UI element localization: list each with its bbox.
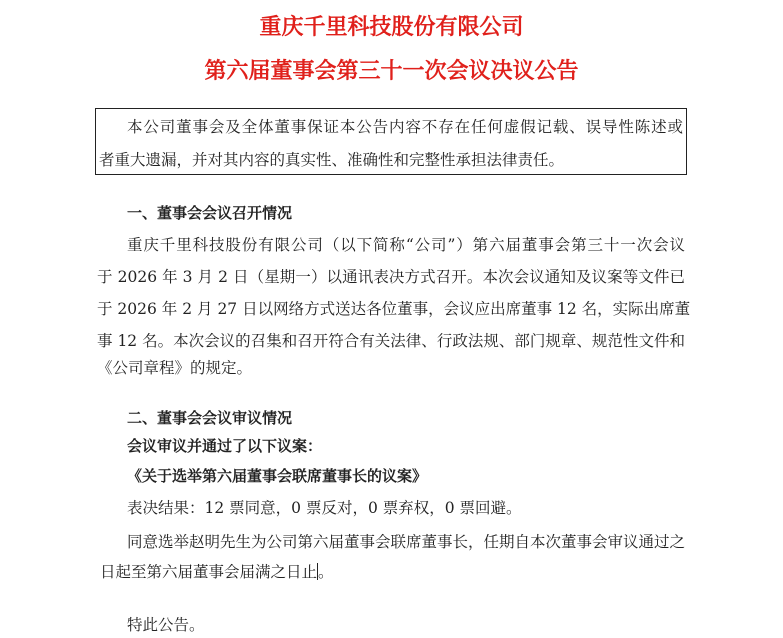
paragraph-text: 日起至第六届董事会届满之日止 [100,563,318,581]
paragraph-line: 事 12 名。本次会议的召集和召开符合有关法律、行政法规、部门规章、规范性文件和 [97,332,685,350]
vote-result: 表决结果：12 票同意，0 票反对，0 票弃权，0 票回避。 [127,499,522,517]
paragraph-line[interactable] [100,562,334,582]
paragraph-line: 《公司章程》的规定。 [97,359,253,377]
company-name: 重庆千里科技股份有限公司 [259,15,524,40]
section2-intro: 会议审议并通过了以下议案： [127,437,323,455]
announcement-title: 第六届董事会第三十一次会议决议公告 [204,59,579,84]
section1-heading: 一、董事会会议召开情况 [127,204,293,222]
disclaimer-line: 本公司董事会及全体董事保证本公告内容不存在任何虚假记载、误导性陈述或 [127,118,683,136]
paragraph-line: 于 2026 年 3 月 2 日（星期一）以通讯表决方式召开。本次会议通知及议案等文件已 [97,268,685,286]
closing-text: 特此公告。 [127,616,205,634]
end-punctuation: 。 [318,563,334,581]
paragraph-line: 重庆千里科技股份有限公司（以下简称“公司”）第六届董事会第三十一次会议 [127,236,685,254]
section2-heading: 二、董事会会议审议情况 [127,409,293,427]
paragraph-line: 同意选举赵明先生为公司第六届董事会联席董事长，任期自本次董事会审议通过之 [127,533,686,551]
paragraph-line: 于 2026 年 2 月 27 日以网络方式送达各位董事，会议应出席董事 12 名，实际出席董 [97,300,691,318]
disclaimer-line: 者重大遗漏，并对其内容的真实性、准确性和完整性承担法律责任。 [99,151,565,169]
motion-title: 《关于选举第六届董事会联席董事长的议案》 [127,467,428,485]
